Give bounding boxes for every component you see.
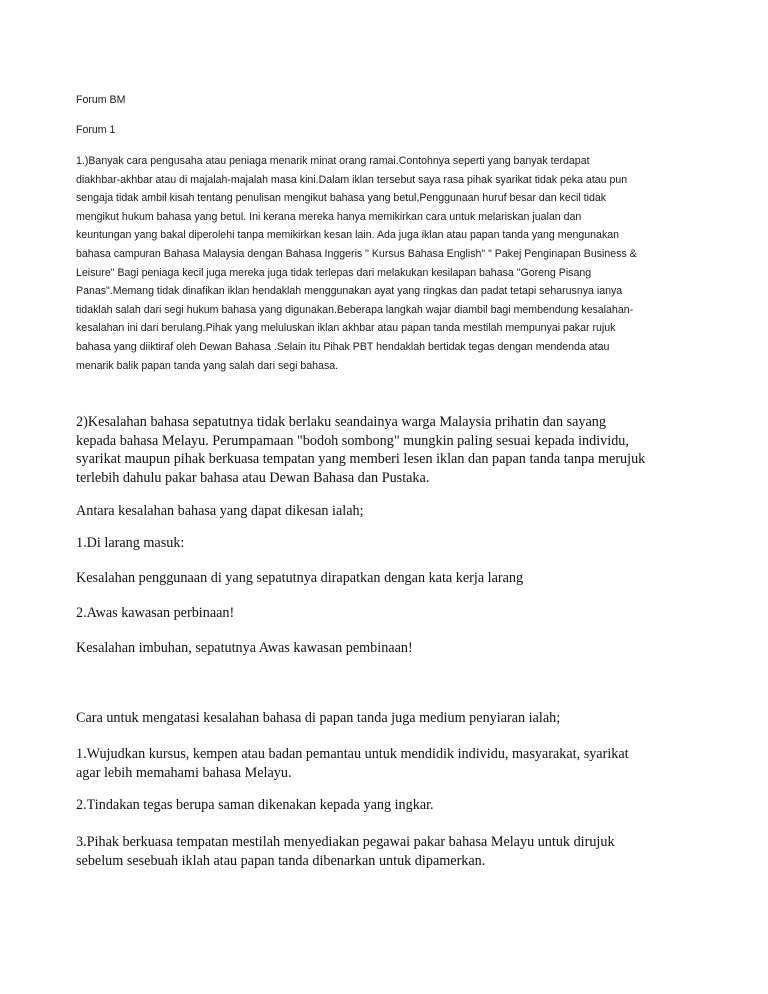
- paragraph-1-line: bahasa yang diiktiraf oleh Dewan Bahasa .Selain itu Pihak PBT hendaklah bertidak tegas dengan mendenda atau: [76, 340, 610, 353]
- solution-3-line: sebelum sesebuah iklah atau papan tanda dibenarkan untuk dipamerkan.: [76, 852, 486, 869]
- paragraph-2-line: 2)Kesalahan bahasa sepatutnya tidak berlaku seandainya warga Malaysia prihatin dan sayang: [76, 414, 606, 430]
- paragraph-1-line: keuntungan yang bakal diperolehi tanpa memikirkan kesan lain. Ada juga iklan atau papan tanda yang mengunakan: [76, 229, 620, 242]
- errors-intro: Antara kesalahan bahasa yang dapat dikesan ialah;: [76, 503, 364, 519]
- paragraph-1-line: kesalahan ini dari berulang.Pihak yang meluluskan iklan akhbar atau papan tanda mestilah mempunyai pakar rujuk: [76, 322, 616, 335]
- solution-1-line: agar lebih memahami bahasa Melayu.: [76, 764, 292, 781]
- paragraph-1-line: tidaklah salah dari segi hukum bahasa yang digunakan.Beberapa langkah wajar diambil bagi membendung kesalahan-: [76, 303, 634, 316]
- document-title: Forum BM: [76, 94, 126, 106]
- paragraph-1-line: menarik balik papan tanda yang salah dari segi bahasa.: [76, 359, 339, 372]
- paragraph-2-line: terlebih dahulu pakar bahasa atau Dewan Bahasa dan Pustaka.: [76, 469, 430, 486]
- error-explanation-2: Kesalahan imbuhan, sepatutnya Awas kawasan pembinaan!: [76, 640, 413, 656]
- error-example-1: 1.Di larang masuk:: [76, 535, 185, 551]
- paragraph-1: [76, 152, 716, 375]
- paragraph-1-line: Panas".Memang tidak dinafikan iklan hendaklah menggunakan ayat yang ringkas dan padat tetapi seharusnya ianya: [76, 285, 623, 298]
- solution-3-line: 3.Pihak berkuasa tempatan mestilah menyediakan pegawai pakar bahasa Melayu untuk dirujuk: [76, 834, 615, 850]
- error-explanation-1: Kesalahan penggunaan di yang sepatutnya dirapatkan dengan kata kerja larang: [76, 570, 524, 586]
- solutions-intro: Cara untuk mengatasi kesalahan bahasa di papan tanda juga medium penyiaran ialah;: [76, 710, 561, 726]
- paragraph-2-line: kepada bahasa Melayu. Perumpamaan "bodoh sombong" mungkin paling sesuai kepada individu,: [76, 432, 629, 449]
- paragraph-1-line: bahasa campuran Bahasa Malaysia dengan Bahasa Inggeris " Kursus Bahasa English" " Pakej Penginapan Business &: [76, 247, 637, 260]
- paragraph-2-line: syarikat maupun pihak berkuasa tempatan yang memberi lesen iklan dan papan tanda tanpa merujuk: [76, 451, 646, 467]
- paragraph-1-line: diakhbar-akhbar atau di majalah-majalah masa kini.Dalam iklan tersebut saya rasa pihak syarikat tidak peka atau pun: [76, 173, 628, 186]
- error-example-2: 2.Awas kawasan perbinaan!: [76, 605, 235, 621]
- paragraph-1-line: mengikut hukum bahasa yang betul. Ini kerana mereka hanya memikirkan cara untuk melariskan jualan dan: [76, 210, 582, 223]
- paragraph-1-line: sengaja tidak ambil kisah tentang penulisan mengikut bahasa yang betul,Penggunaan huruf besar dan kecil tidak: [76, 192, 607, 205]
- paragraph-2: [76, 413, 716, 487]
- solution-3: [76, 833, 716, 870]
- document-subtitle: Forum 1: [76, 124, 116, 136]
- solution-1-line: 1.Wujudkan kursus, kempen atau badan pemantau untuk mendidik individu, masyarakat, syarikat: [76, 746, 629, 762]
- paragraph-1-line: 1.)Banyak cara pengusaha atau peniaga menarik minat orang ramai.Contohnya seperti yang banyak terdapat: [76, 155, 590, 167]
- paragraph-1-line: Leisure" Bagi peniaga kecil juga mereka juga tidak terlepas dari melakukan kesilapan bahasa "Goreng Pisang: [76, 266, 592, 279]
- solution-2: 2.Tindakan tegas berupa saman dikenakan kepada yang ingkar.: [76, 797, 434, 813]
- solution-1: [76, 745, 716, 782]
